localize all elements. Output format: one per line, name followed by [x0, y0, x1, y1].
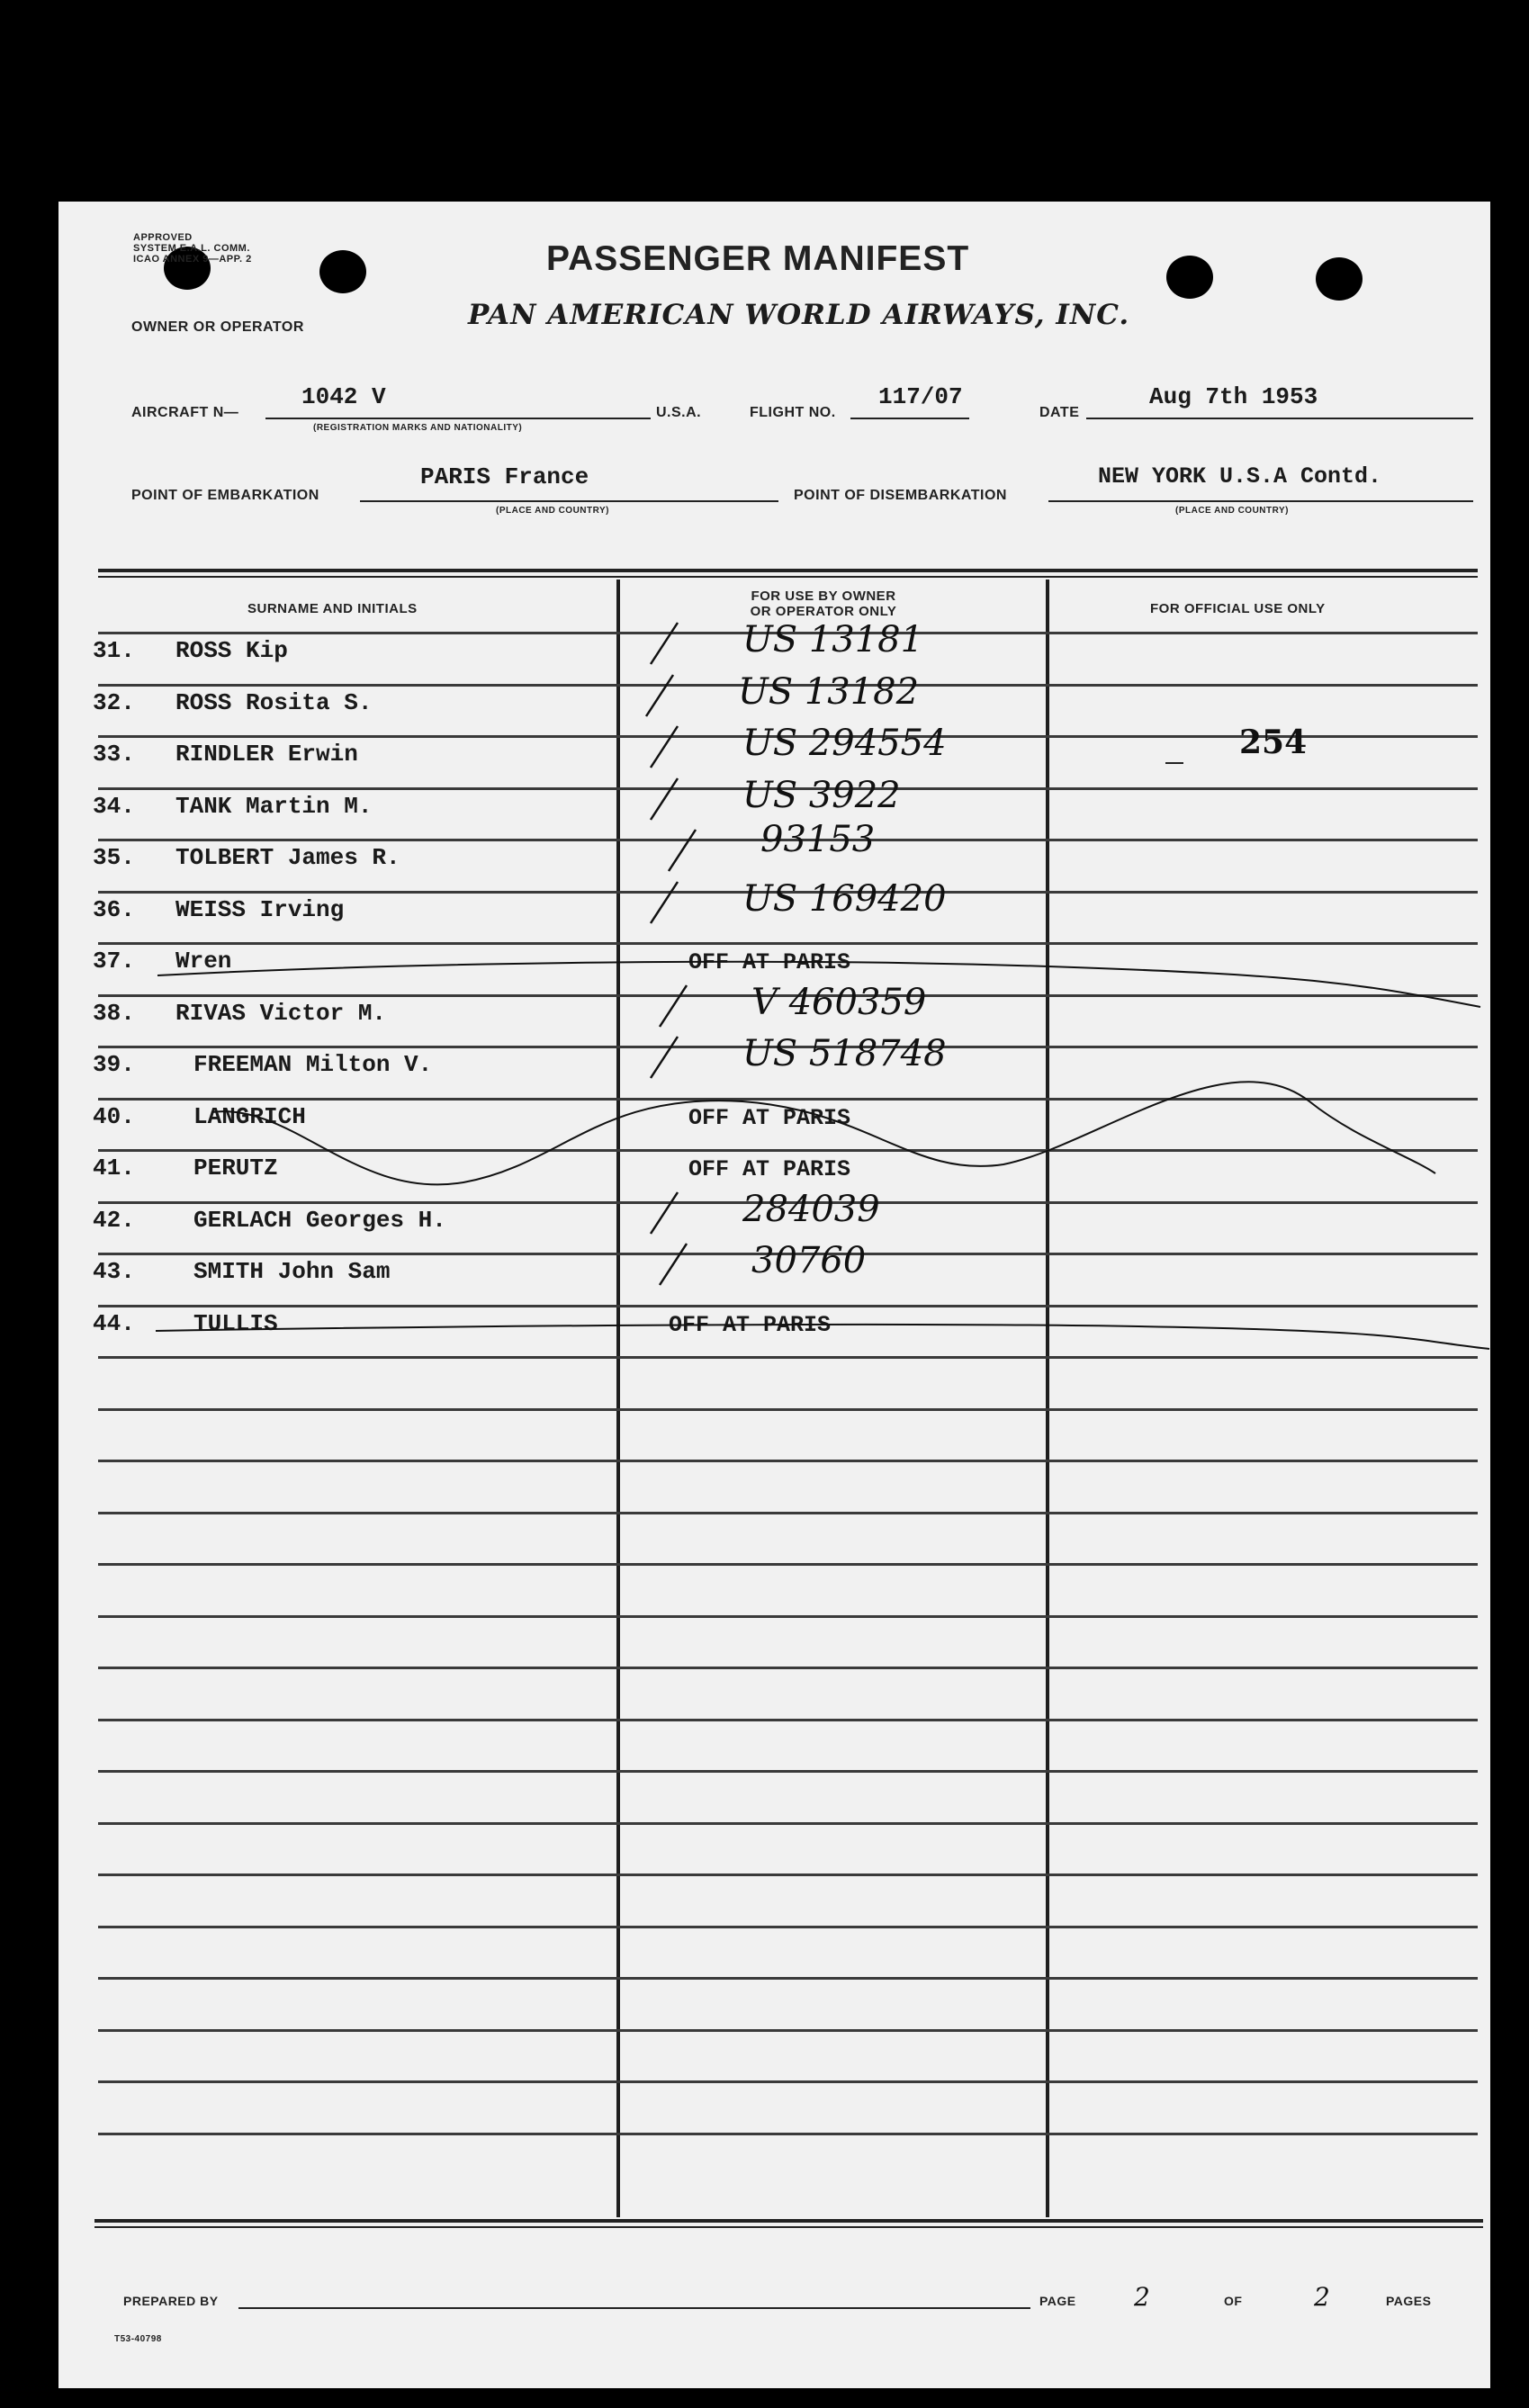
flight-value: 117/07 [878, 383, 963, 410]
passenger-number: 42. [93, 1206, 135, 1234]
embarkation-label: POINT OF EMBARKATION [131, 488, 319, 503]
passenger-name: PERUTZ [193, 1155, 278, 1182]
operator-entry: US 294554 [742, 723, 947, 764]
passenger-number: 31. [93, 637, 135, 664]
passenger-number: 37. [93, 948, 135, 975]
passenger-name: GERLACH Georges H. [193, 1206, 446, 1234]
owner-label: OWNER OR OPERATOR [131, 319, 304, 335]
operator-entry: 30760 [751, 1240, 867, 1281]
table-bottom-rule-2 [94, 2226, 1483, 2228]
passenger-name: FREEMAN Milton V. [193, 1051, 433, 1078]
date-label: DATE [1039, 405, 1080, 420]
approval-line-3: ICAO ANNEX 9—APP. 2 [133, 254, 252, 265]
strike-lines [58, 202, 1490, 2388]
embarkation-place-note: (PLACE AND COUNTRY) [496, 506, 609, 516]
off-at-paris-note: OFF AT PARIS [669, 1311, 832, 1338]
off-at-paris-note: OFF AT PARIS [688, 1104, 851, 1131]
passenger-name: ROSS Kip [175, 637, 288, 664]
passenger-name: Wren [175, 948, 232, 975]
flight-label: FLIGHT NO. [750, 405, 836, 420]
column-header-surname: SURNAME AND INITIALS [247, 601, 418, 616]
column-header-operator-line-2: OR OPERATOR ONLY [750, 604, 897, 619]
passenger-number: 44. [93, 1309, 135, 1337]
prepared-by-underline [238, 2307, 1030, 2309]
passenger-number: 34. [93, 792, 135, 820]
page-title: PASSENGER MANIFEST [546, 239, 970, 278]
pages-value: 2 [1314, 2282, 1330, 2312]
page-label: PAGE [1039, 2294, 1076, 2308]
operator-entry: V 460359 [751, 981, 927, 1023]
carrier-name: PAN AMERICAN WORLD AIRWAYS, INC. [468, 299, 1130, 331]
passenger-number: 32. [93, 688, 135, 716]
strike-line-langrich-perutz [211, 1082, 1435, 1184]
disembarkation-label: POINT OF DISEMBARKATION [794, 488, 1007, 503]
passenger-number: 38. [93, 999, 135, 1027]
passenger-name: RINDLER Erwin [175, 741, 358, 768]
passenger-number: 40. [93, 1102, 135, 1130]
disembarkation-value: NEW YORK U.S.A Contd. [1098, 463, 1382, 490]
off-at-paris-note: OFF AT PARIS [688, 1156, 851, 1182]
operator-entry: US 13182 [738, 670, 920, 713]
strike-line-tullis [156, 1325, 1489, 1349]
prepared-by-label: PREPARED BY [123, 2294, 219, 2308]
passenger-name: TOLBERT James R. [175, 844, 400, 871]
passenger-name: TANK Martin M. [175, 792, 373, 820]
embarkation-value: PARIS France [420, 463, 589, 490]
registration-note: (REGISTRATION MARKS AND NATIONALITY) [313, 423, 523, 433]
operator-entry: US 169420 [742, 877, 947, 920]
column-header-operator-line-1: FOR USE BY OWNER [751, 589, 896, 604]
country-label: U.S.A. [656, 405, 702, 420]
passenger-name: SMITH John Sam [193, 1258, 391, 1285]
pages-label: PAGES [1386, 2294, 1432, 2308]
operator-entry: 93153 [760, 819, 876, 860]
disembarkation-place-note: (PLACE AND COUNTRY) [1175, 506, 1289, 516]
off-at-paris-note: OFF AT PARIS [688, 949, 851, 975]
form-number: T53-40798 [114, 2334, 162, 2344]
page-value: 2 [1134, 2282, 1150, 2312]
operator-entry: US 13181 [742, 619, 924, 660]
strike-line-wren [157, 962, 1480, 1007]
passenger-name: ROSS Rosita S. [175, 688, 373, 716]
manifest-sheet [58, 202, 1490, 2388]
operator-entry: US 3922 [742, 774, 901, 816]
passenger-name: WEISS Irving [175, 895, 345, 923]
approval-line-1: APPROVED [133, 232, 193, 243]
table-bottom-rule-1 [94, 2219, 1483, 2223]
passenger-number: 43. [93, 1258, 135, 1285]
aircraft-label: AIRCRAFT N— [131, 405, 239, 420]
aircraft-value: 1042 V [301, 383, 386, 410]
passenger-number: 36. [93, 895, 135, 923]
operator-entry: US 518748 [742, 1033, 947, 1074]
passenger-number: 39. [93, 1051, 135, 1078]
passenger-name: TULLIS [193, 1309, 278, 1337]
passenger-name: RIVAS Victor M. [175, 999, 387, 1027]
official-number: 254 [1239, 723, 1308, 761]
passenger-number: 35. [93, 844, 135, 871]
approval-line-2: SYSTEM E.A.L. COMM. [133, 243, 250, 254]
passenger-name: LANGRICH [193, 1102, 306, 1130]
column-header-official: FOR OFFICIAL USE ONLY [1150, 601, 1326, 616]
operator-entry: 284039 [742, 1188, 880, 1230]
of-label: OF [1224, 2294, 1243, 2308]
date-value: Aug 7th 1953 [1149, 383, 1318, 410]
passenger-number: 41. [93, 1155, 135, 1182]
passenger-number: 33. [93, 741, 135, 768]
